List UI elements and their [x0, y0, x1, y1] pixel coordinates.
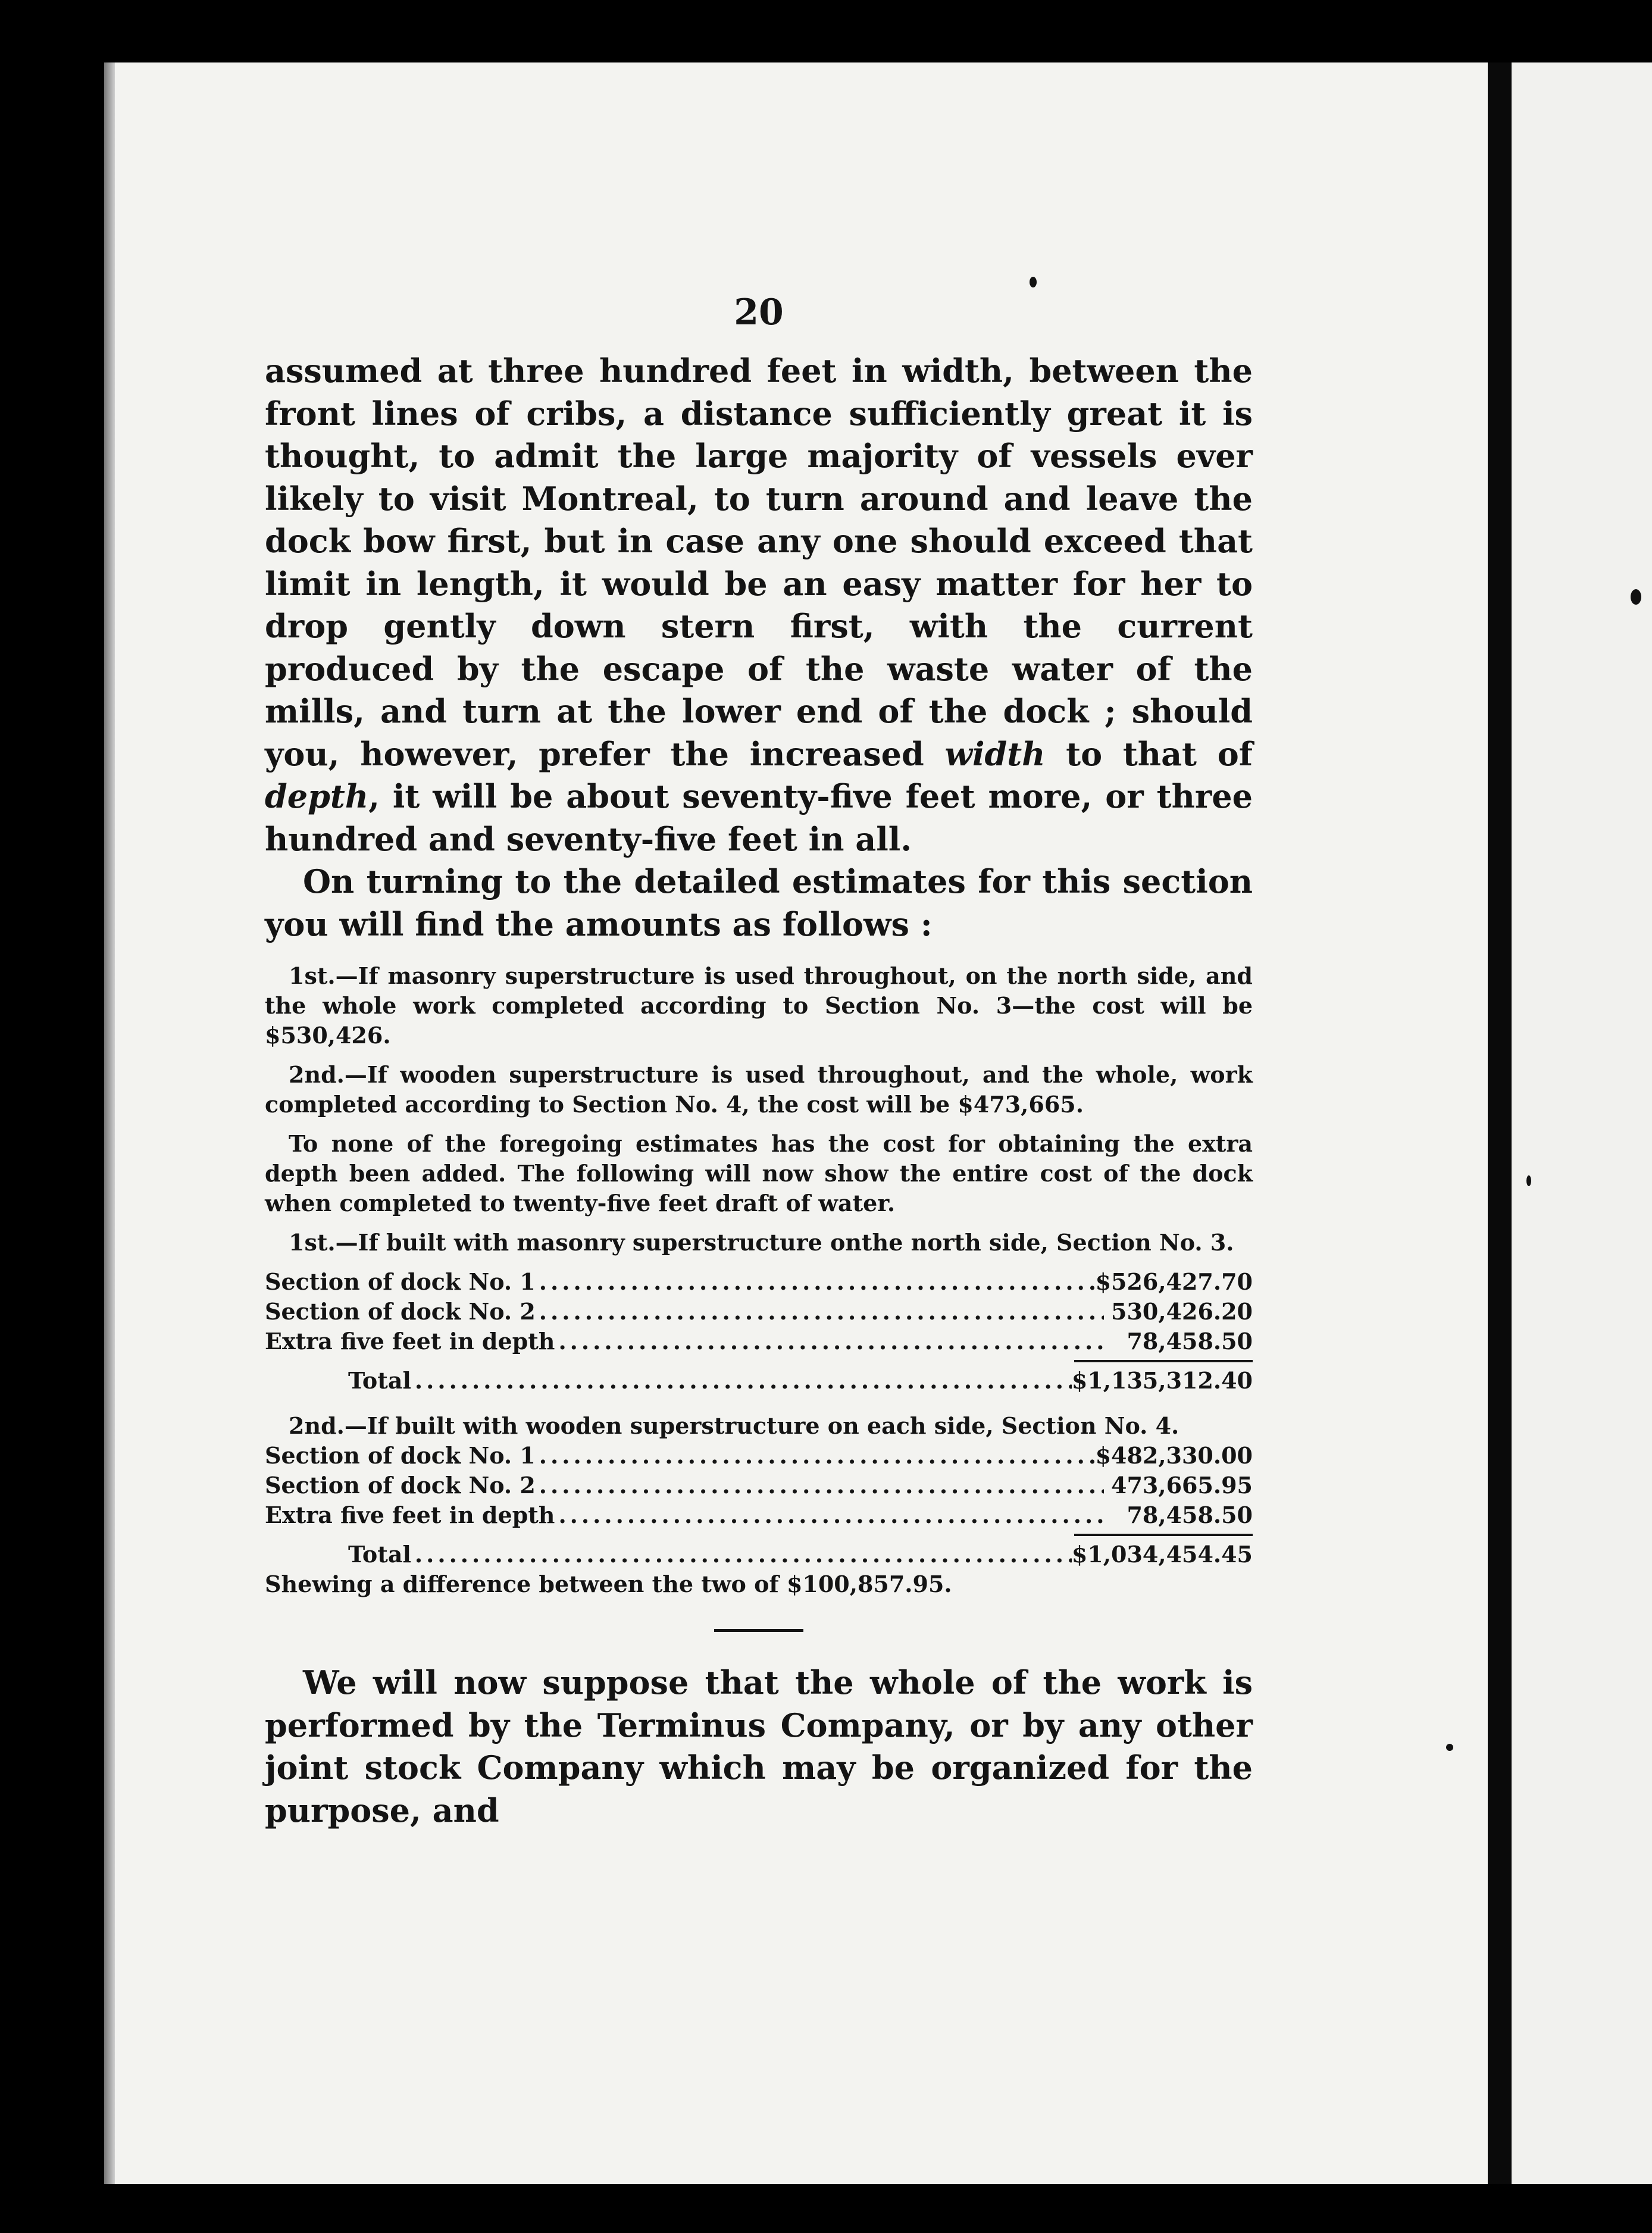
- ink-speck: [1631, 589, 1641, 605]
- row-amount: 78,458.50: [1127, 1502, 1253, 1528]
- table-row: [265, 1441, 1253, 1471]
- binding-gutter: [1488, 62, 1512, 2184]
- table-heading: 1st.—If built with masonry superstructure onthe north side, Section No. 3.: [289, 1229, 1234, 1256]
- difference-note: Shewing a difference between the two of $100,857.95.: [265, 1571, 952, 1597]
- spacer: [265, 1050, 1253, 1060]
- total-label: Total: [348, 1541, 411, 1568]
- spacer: [265, 1396, 1253, 1411]
- leader-dots: [411, 1366, 1072, 1396]
- spacer: [265, 946, 1253, 961]
- estimate-second: 2nd.—If wooden superstructure is used throughout, and the whole, work completed according to Section No. 4, the cost will be $473,665.: [265, 1061, 1253, 1118]
- intro-text-part: to that of: [1045, 734, 1253, 773]
- facing-page-edge: [1512, 62, 1652, 2184]
- leader-dots: [536, 1441, 1096, 1471]
- table-row: [265, 1297, 1253, 1327]
- row-label: Section of dock No. 2: [265, 1472, 536, 1499]
- intro-text-part: assumed at three hundred feet in width, between the front lines of cribs, a distance sufficiently great it is thought, to admit the large majority of vessels ever likely to visit Montreal, to turn around and leave the dock bow first, but in case any one should exceed that limit in length, it would be an easy matter for her to drop gently down stern first, with the current produced by the escape of the waste water of the mills, and turn at the lower end of the dock ; should you, however, prefer the increased: [265, 352, 1253, 773]
- table-total-row: [265, 1366, 1253, 1396]
- extra-depth-note: To none of the foregoing estimates has the cost for obtaining the extra depth been added. The following will now show the entire cost of the dock when completed to twenty-five feet draft of water.: [265, 1130, 1253, 1216]
- table-row: [265, 1267, 1253, 1297]
- table-row: [265, 1471, 1253, 1500]
- section-divider: [714, 1629, 803, 1632]
- table-heading: 2nd.—If built with wooden superstructure on each side, Section No. 4.: [289, 1412, 1179, 1439]
- row-label: Section of dock No. 1: [265, 1268, 536, 1295]
- cost-table-wooden: [265, 1411, 1253, 1599]
- leader-dots: [536, 1267, 1096, 1297]
- sum-rule: [1074, 1534, 1253, 1536]
- row-amount: 78,458.50: [1127, 1328, 1253, 1355]
- total-label: Total: [348, 1367, 411, 1394]
- intro-text-part: , it will be about seventy-five feet more, or three hundred and seventy-five feet in all.: [265, 777, 1253, 858]
- leader-dots: [411, 1540, 1072, 1569]
- estimate-first: 1st.—If masonry superstructure is used throughout, on the north side, and the whole work completed according to Section No. 3—the cost will be $530,426.: [265, 962, 1253, 1049]
- leader-dots: [555, 1500, 1104, 1530]
- spacer: [265, 1218, 1253, 1228]
- ink-speck: [1446, 1744, 1453, 1751]
- row-amount: $526,427.70: [1095, 1268, 1253, 1295]
- leader-dots: [555, 1327, 1104, 1356]
- row-label: Section of dock No. 2: [265, 1298, 536, 1325]
- sum-rule-wrap: [265, 1356, 1253, 1366]
- intro-emphasis-depth: depth: [265, 777, 369, 815]
- page-edge-shadow: [104, 62, 115, 2184]
- page-text: [265, 89, 1253, 1832]
- ink-speck: [1526, 1175, 1531, 1186]
- sum-rule-wrap: [265, 1530, 1253, 1540]
- intro-emphasis-width: width: [944, 734, 1046, 773]
- row-label: Extra five feet in depth: [265, 1502, 555, 1528]
- leader-dots: [536, 1471, 1104, 1500]
- leader-dots: [536, 1297, 1104, 1327]
- row-amount: $482,330.00: [1095, 1442, 1253, 1469]
- cost-table-masonry: [265, 1228, 1253, 1396]
- spacer: [265, 1119, 1253, 1129]
- estimates-intro: On turning to the detailed estimates for this section you will find the amounts as follows :: [265, 862, 1253, 943]
- table-row: [265, 1500, 1253, 1530]
- total-amount: $1,135,312.40: [1071, 1367, 1253, 1394]
- row-label: Section of dock No. 1: [265, 1442, 536, 1469]
- row-label: Extra five feet in depth: [265, 1328, 555, 1355]
- table-row: [265, 1327, 1253, 1356]
- spacer: [265, 1258, 1253, 1267]
- closing-paragraph: We will now suppose that the whole of the work is performed by the Terminus Company, or by any other joint stock Company which may be organized for the purpose, and: [265, 1663, 1253, 1829]
- total-amount: $1,034,454.45: [1071, 1541, 1253, 1568]
- sum-rule: [1074, 1360, 1253, 1362]
- row-amount: 530,426.20: [1111, 1298, 1253, 1325]
- page-number: 20: [734, 292, 784, 333]
- intro-paragraph: [265, 350, 1253, 861]
- row-amount: 473,665.95: [1111, 1472, 1253, 1499]
- table-total-row: [265, 1540, 1253, 1569]
